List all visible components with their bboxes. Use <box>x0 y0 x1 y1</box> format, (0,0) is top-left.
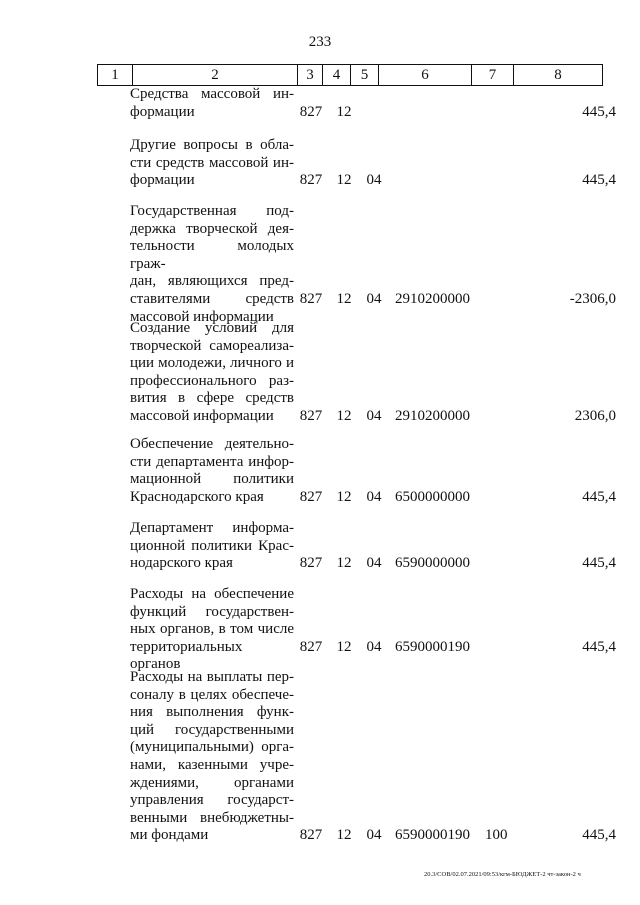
row-description-line: Создание условий для <box>130 320 294 336</box>
row-description-line: ции молодежи, личного и <box>130 355 294 372</box>
page-number: 233 <box>308 34 332 50</box>
row-description-line: сти департамента инфор- <box>130 453 294 470</box>
row-cell-col-8: 2306,0 <box>574 408 616 424</box>
row-cell-col-4: 12 <box>336 408 352 424</box>
budget-row <box>0 137 640 190</box>
row-description-line: сти средств массовой ин- <box>130 154 294 171</box>
budget-row <box>0 669 640 845</box>
row-description-line: ния выполнения функ- <box>130 704 294 721</box>
row-cell-col-6: 2910200000 <box>395 291 470 307</box>
row-description <box>130 320 294 426</box>
row-description <box>130 137 294 190</box>
budget-row <box>0 86 640 121</box>
row-cell-col-3: 827 <box>299 488 323 505</box>
row-cell-col-3: 827 <box>299 555 323 572</box>
column-header-5: 5 <box>351 65 379 86</box>
row-description-line: соналу в целях обеспече- <box>130 686 294 703</box>
row-description-line: управления государст- <box>130 792 294 809</box>
row-description-line: держка творческой дея- <box>130 220 294 237</box>
row-cell-col-4: 12 <box>336 555 352 572</box>
row-description <box>130 203 294 326</box>
row-description-line: массовой информации <box>130 407 274 424</box>
row-description-line: функций государствен- <box>130 603 294 620</box>
budget-row <box>0 203 640 325</box>
row-cell-col-8: 445,4 <box>582 555 616 572</box>
row-cell-col-4: 12 <box>336 172 352 189</box>
row-cell-col-4: 12 <box>336 827 352 844</box>
row-description <box>130 86 294 121</box>
row-cell-col-3: 827 <box>299 827 323 844</box>
row-description-line: Расходы на выплаты пер- <box>130 669 294 685</box>
row-description-line: Государственная под- <box>130 203 294 219</box>
row-cell-col-6: 6590000190 <box>395 638 470 655</box>
row-description-line: (муниципальными) орга- <box>130 739 294 756</box>
row-description-line: Расходы на обеспечение <box>130 586 294 602</box>
row-description-line: мационной политики <box>130 471 294 488</box>
row-cell-col-5: 04 <box>366 291 382 307</box>
row-description-line: профессионального раз- <box>130 372 294 389</box>
row-cell-col-4: 12 <box>336 103 352 120</box>
row-description-line: ций государственными <box>130 721 294 738</box>
column-header-6: 6 <box>379 65 472 86</box>
row-description-line: Департамент информа- <box>130 520 294 536</box>
row-cell-col-8: -2306,0 <box>569 291 616 307</box>
row-cell-col-3: 827 <box>299 638 323 655</box>
row-cell-col-6: 6590000000 <box>395 555 470 572</box>
row-description-line: нодарского края <box>130 555 233 572</box>
row-cell-col-3: 827 <box>299 291 323 307</box>
budget-row <box>0 520 640 573</box>
budget-row <box>0 436 640 506</box>
row-cell-col-6: 6500000000 <box>395 488 470 505</box>
row-description-line: массовой информации <box>130 308 274 325</box>
budget-row <box>0 586 640 673</box>
row-cell-col-6: 6590000190 <box>395 827 470 844</box>
row-cell-col-8: 445,4 <box>582 638 616 655</box>
row-description-line: ставителями средств <box>130 290 294 307</box>
row-cell-col-5: 04 <box>366 827 382 844</box>
column-header-row <box>98 65 603 86</box>
row-description-line: творческой самореализа- <box>130 337 294 354</box>
row-description <box>130 436 294 506</box>
row-cell-col-6: 2910200000 <box>395 408 470 424</box>
column-header-4: 4 <box>323 65 351 86</box>
row-description-line: дан, являющихся пред- <box>130 273 294 290</box>
row-description-line: территориальных органов <box>130 638 243 673</box>
row-description-line: формации <box>130 172 195 189</box>
row-description-line: ми фондами <box>130 827 209 844</box>
row-cell-col-7: 100 <box>485 827 508 844</box>
document-footer-code: 20.3/СОВ/02.07.2021/09:53/кгм-БЮДЖЕТ-2 чт-закон-2 ч <box>424 871 581 878</box>
row-cell-col-5: 04 <box>366 408 382 424</box>
row-description-line: формации <box>130 103 195 120</box>
row-description-line: ждениями, органами <box>130 774 294 791</box>
row-cell-col-8: 445,4 <box>582 172 616 189</box>
column-header-table <box>97 64 603 86</box>
row-description-line: Краснодарского края <box>130 488 264 505</box>
row-cell-col-3: 827 <box>299 172 323 189</box>
row-cell-col-8: 445,4 <box>582 103 616 120</box>
column-header-7: 7 <box>472 65 514 86</box>
row-cell-col-4: 12 <box>336 291 352 307</box>
row-cell-col-4: 12 <box>336 488 352 505</box>
row-description-line: ных органов, в том числе <box>130 621 294 638</box>
row-cell-col-8: 445,4 <box>582 488 616 505</box>
row-description-line: Другие вопросы в обла- <box>130 137 294 153</box>
row-cell-col-5: 04 <box>366 172 382 189</box>
row-description <box>130 669 294 845</box>
budget-row <box>0 320 640 426</box>
row-description-line: Обеспечение деятельно- <box>130 436 294 452</box>
row-description-line: Средства массовой ин- <box>130 86 294 102</box>
row-cell-col-5: 04 <box>366 638 382 655</box>
row-description <box>130 520 294 573</box>
row-cell-col-4: 12 <box>336 638 352 655</box>
row-cell-col-8: 445,4 <box>582 827 616 844</box>
row-description <box>130 586 294 674</box>
row-cell-col-3: 827 <box>299 103 323 120</box>
column-header-2: 2 <box>133 65 298 86</box>
row-description-line: венными внебюджетны- <box>130 809 294 826</box>
row-cell-col-5: 04 <box>366 488 382 505</box>
column-header-3: 3 <box>298 65 323 86</box>
column-header-8: 8 <box>514 65 603 86</box>
row-description-line: нами, казенными учре- <box>130 756 294 773</box>
row-description-line: тельности молодых граж- <box>130 238 294 272</box>
column-header-1: 1 <box>98 65 133 86</box>
row-cell-col-5: 04 <box>366 555 382 572</box>
row-cell-col-3: 827 <box>299 408 323 424</box>
row-description-line: ционной политики Крас- <box>130 537 294 554</box>
row-description-line: вития в сфере средств <box>130 390 294 407</box>
